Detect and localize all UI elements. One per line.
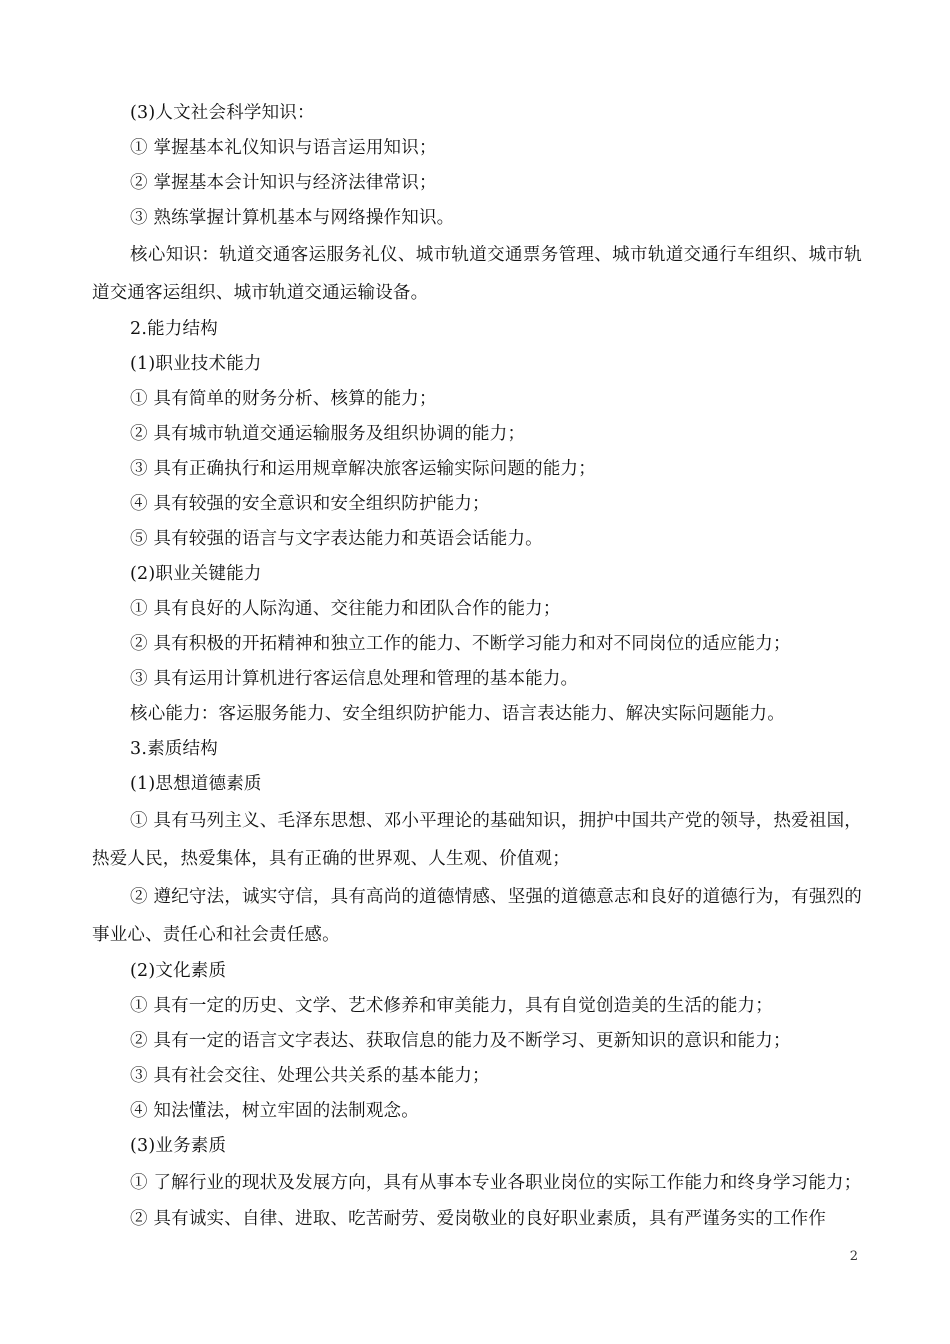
list-item: ③ 熟练掌握计算机基本与网络操作知识。 <box>130 208 455 228</box>
list-item: ① 具有简单的财务分析、核算的能力； <box>130 389 437 409</box>
list-item: ① 掌握基本礼仪知识与语言运用知识； <box>130 138 437 158</box>
list-item: ① 具有一定的历史、文学、艺术修养和审美能力，具有自觉创造美的生活的能力； <box>130 996 773 1016</box>
subsection-heading-moral-quality: (1)思想道德素质 <box>130 774 262 794</box>
section-heading-humanities: (3)人文社会科学知识： <box>130 103 315 123</box>
section-heading-ability-structure: 2.能力结构 <box>130 319 218 339</box>
document-body <box>92 96 862 1237</box>
list-item: ② 遵纪守法，诚实守信，具有高尚的道德情感、坚强的道德意志和良好的道德行为，有强烈的事业心、责任心和社会责任感。 <box>92 887 862 945</box>
subsection-heading-technical-ability: (1)职业技术能力 <box>130 354 262 374</box>
list-item: ③ 具有运用计算机进行客运信息处理和管理的基本能力。 <box>130 669 579 689</box>
list-item: ⑤ 具有较强的语言与文字表达能力和英语会话能力。 <box>130 529 543 549</box>
list-item: ② 具有积极的开拓精神和独立工作的能力、不断学习能力和对不同岗位的适应能力； <box>130 634 791 654</box>
list-item: ① 了解行业的现状及发展方向，具有从事本专业各职业岗位的实际工作能力和终身学习能力； <box>130 1173 862 1193</box>
list-item: ② 掌握基本会计知识与经济法律常识； <box>130 173 437 193</box>
section-heading-quality-structure: 3.素质结构 <box>130 739 218 759</box>
subsection-heading-cultural-quality: (2)文化素质 <box>130 961 227 981</box>
list-item: ② 具有诚实、自律、进取、吃苦耐劳、爱岗敬业的良好职业素质，具有严谨务实的工作作 <box>130 1209 827 1229</box>
page-number: 2 <box>849 1249 858 1264</box>
core-ability-paragraph: 核心能力：客运服务能力、安全组织防护能力、语言表达能力、解决实际问题能力。 <box>130 704 785 724</box>
list-item: ③ 具有社会交往、处理公共关系的基本能力； <box>130 1066 490 1086</box>
subsection-heading-professional-quality: (3)业务素质 <box>130 1136 227 1156</box>
list-item: ② 具有一定的语言文字表达、获取信息的能力及不断学习、更新知识的意识和能力； <box>130 1031 791 1051</box>
list-item: ③ 具有正确执行和运用规章解决旅客运输实际问题的能力； <box>130 459 596 479</box>
list-item: ① 具有良好的人际沟通、交往能力和团队合作的能力； <box>130 599 561 619</box>
list-item: ② 具有城市轨道交通运输服务及组织协调的能力； <box>130 424 526 444</box>
subsection-heading-key-ability: (2)职业关键能力 <box>130 564 262 584</box>
core-knowledge-paragraph: 核心知识：轨道交通客运服务礼仪、城市轨道交通票务管理、城市轨道交通行车组织、城市轨道交通客运组织、城市轨道交通运输设备。 <box>92 245 862 303</box>
list-item: ④ 具有较强的安全意识和安全组织防护能力； <box>130 494 490 514</box>
list-item: ① 具有马列主义、毛泽东思想、邓小平理论的基础知识，拥护中国共产党的领导，热爱祖国，热爱人民，热爱集体，具有正确的世界观、人生观、价值观； <box>92 811 862 869</box>
list-item: ④ 知法懂法，树立牢固的法制观念。 <box>130 1101 419 1121</box>
